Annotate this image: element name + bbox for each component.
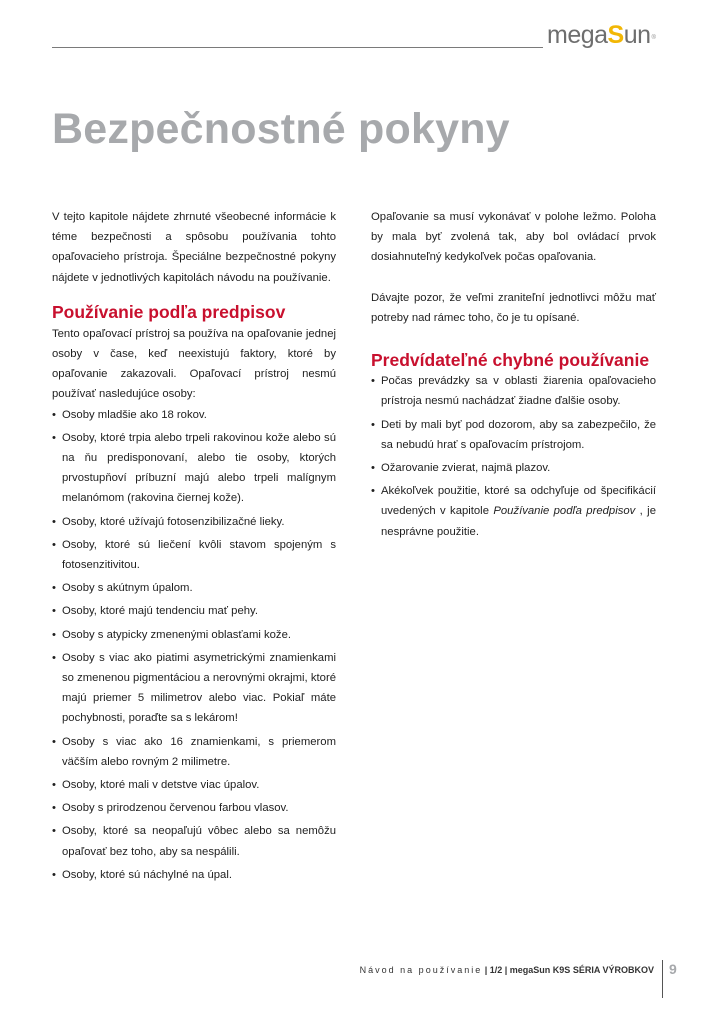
footer-part: 1/2	[489, 965, 503, 975]
list-item-text: Osoby, ktoré sú náchylné na úpal.	[62, 868, 232, 881]
left-column	[52, 207, 336, 888]
bullet-icon: •	[52, 651, 56, 664]
right-column	[371, 207, 656, 545]
list-item	[52, 775, 336, 795]
list-item-text-after: , je nesprávne použitie.	[381, 505, 656, 538]
footer-separator: |	[482, 965, 490, 975]
bullet-icon: •	[371, 375, 375, 388]
footer-divider	[662, 960, 663, 998]
list-item-text: Osoby, ktoré užívajú fotosenzibilizačné lieky.	[62, 515, 285, 528]
bullet-icon: •	[52, 868, 56, 881]
list-item	[52, 625, 336, 645]
list-item-text: Ožarovanie zvierat, najmä plazov.	[381, 462, 551, 475]
list-item-text: Počas prevádzky sa v oblasti žiarenia opaľovacieho prístroja nesmú nachádzať žiadne ďalšie osoby.	[381, 375, 656, 408]
list-item-text: Osoby, ktoré sa neopaľujú vôbec alebo sa nemôžu opaľovať bez toho, aby sa nespálili.	[62, 825, 336, 858]
bullet-icon: •	[52, 802, 56, 815]
bullet-icon: •	[52, 628, 56, 641]
megasun-logo	[547, 20, 654, 50]
list-item-text: Osoby s atypicky zmenenými oblasťami kože.	[62, 628, 292, 641]
list-item	[371, 481, 656, 542]
list-item-text: Osoby s viac ako piatimi asymetrickými znamienkami so zmenenou pigmentáciou a nerovnými okrajmi, ktoré majú priemer 5 milimetrov alebo viac. Pokiaľ máte pochybnosti, poraďte sa s lekárom!	[62, 651, 336, 725]
misuse-list	[371, 371, 656, 542]
list-item	[52, 578, 336, 598]
bullet-icon: •	[52, 582, 56, 595]
list-item	[52, 865, 336, 885]
list-item-text: Osoby s akútnym úpalom.	[62, 582, 193, 595]
footer-product: megaSun K9S SÉRIA VÝROBKOV	[509, 965, 654, 975]
intended-use-paragraph: Tento opaľovací prístroj sa používa na opaľovanie jednej osoby v čase, keď neexistujú faktory, ktoré by opaľovanie zakazovali. Opaľovací prístroj nesmú používať nasledujúce osoby:	[52, 327, 336, 401]
list-item	[52, 535, 336, 575]
list-item	[52, 512, 336, 532]
bullet-icon: •	[52, 605, 56, 618]
prohibited-persons-list	[52, 405, 336, 885]
list-item-text: Deti by mali byť pod dozorom, aby sa zabezpečilo, že sa nebudú hrať s opaľovacím prístrojom.	[381, 418, 656, 451]
list-item-text: Osoby, ktoré mali v detstve viac úpalov.	[62, 779, 260, 792]
bullet-icon: •	[52, 538, 56, 551]
list-item	[52, 798, 336, 818]
header-rule	[52, 47, 543, 48]
list-item	[52, 428, 336, 509]
list-item-text: Osoby, ktoré sú liečení kvôli stavom spojeným s fotosenzitivitou.	[62, 538, 336, 572]
list-item	[52, 821, 336, 861]
list-item-text: Osoby s prirodzenou červenou farbou vlasov.	[62, 802, 289, 815]
list-item-text: Osoby mladšie ako 18 rokov.	[62, 408, 207, 421]
logo-sun-s: S	[607, 21, 624, 49]
bullet-icon: •	[52, 825, 56, 838]
intro-paragraph: V tejto kapitole nájdete zhrnuté všeobecné informácie k téme bezpečnosti a spôsobu používania tohto opaľovacieho prístroja. Špeciálne bezpečnostné pokyny nájdete v jednotlivých kapitolách návodu na používanie.	[52, 211, 336, 284]
section-heading-intended-use: Používanie podľa predpisov	[52, 301, 286, 322]
page-number: 9	[669, 961, 677, 977]
logo-prefix: mega	[547, 21, 608, 49]
registered-mark: ®	[651, 35, 656, 41]
bullet-icon: •	[371, 418, 375, 431]
list-item	[52, 732, 336, 772]
bullet-icon: •	[52, 779, 56, 792]
bullet-icon: •	[371, 485, 375, 498]
list-item	[52, 405, 336, 425]
bullet-icon: •	[52, 735, 56, 748]
section-heading-foreseeable-misuse: Predvídateľné chybné používanie	[371, 350, 650, 371]
list-item	[371, 415, 656, 455]
list-item-text-before: Akékoľvek použitie, ktoré sa odchyľuje od špecifikácií uvedených v kapitole	[381, 485, 656, 518]
footer-line	[360, 963, 654, 977]
page-title: Bezpečnostné pokyny	[52, 105, 510, 153]
position-paragraph: Opaľovanie sa musí vykonávať v polohe ležmo. Poloha by mala byť zvolená tak, aby bol ovládací prvok dosiahnuteľný kedykoľvek počas opaľovania.	[371, 211, 656, 264]
footer-manual-label: Návod na používanie	[359, 965, 483, 975]
list-item	[52, 601, 336, 621]
list-item	[52, 648, 336, 729]
bullet-icon: •	[52, 515, 56, 528]
bullet-icon: •	[52, 408, 56, 421]
bullet-icon: •	[52, 431, 56, 444]
footer-separator: |	[502, 965, 510, 975]
list-item-text: Osoby s viac ako 16 znamienkami, s priemerom väčším alebo rovným 2 milimetre.	[62, 735, 336, 768]
list-item-text: Osoby, ktoré majú tendenciu mať pehy.	[62, 605, 258, 618]
logo-suffix: un	[623, 21, 651, 49]
vulnerable-persons-paragraph: Dávajte pozor, že veľmi zraniteľní jednotlivci môžu mať potreby nad rámec toho, čo je tu opísané.	[371, 291, 656, 324]
chapter-reference: Používanie podľa predpisov	[493, 505, 636, 518]
list-item	[371, 371, 656, 411]
list-item	[371, 458, 656, 478]
bullet-icon: •	[371, 462, 375, 475]
list-item-text: Osoby, ktoré trpia alebo trpeli rakovinou kože alebo sú na ňu predisponovaní, alebo tie osoby, ktorých prvostupňoví príbuzní majú alebo trpeli malígnym melanómom (rakovina čiernej kože).	[62, 431, 336, 505]
